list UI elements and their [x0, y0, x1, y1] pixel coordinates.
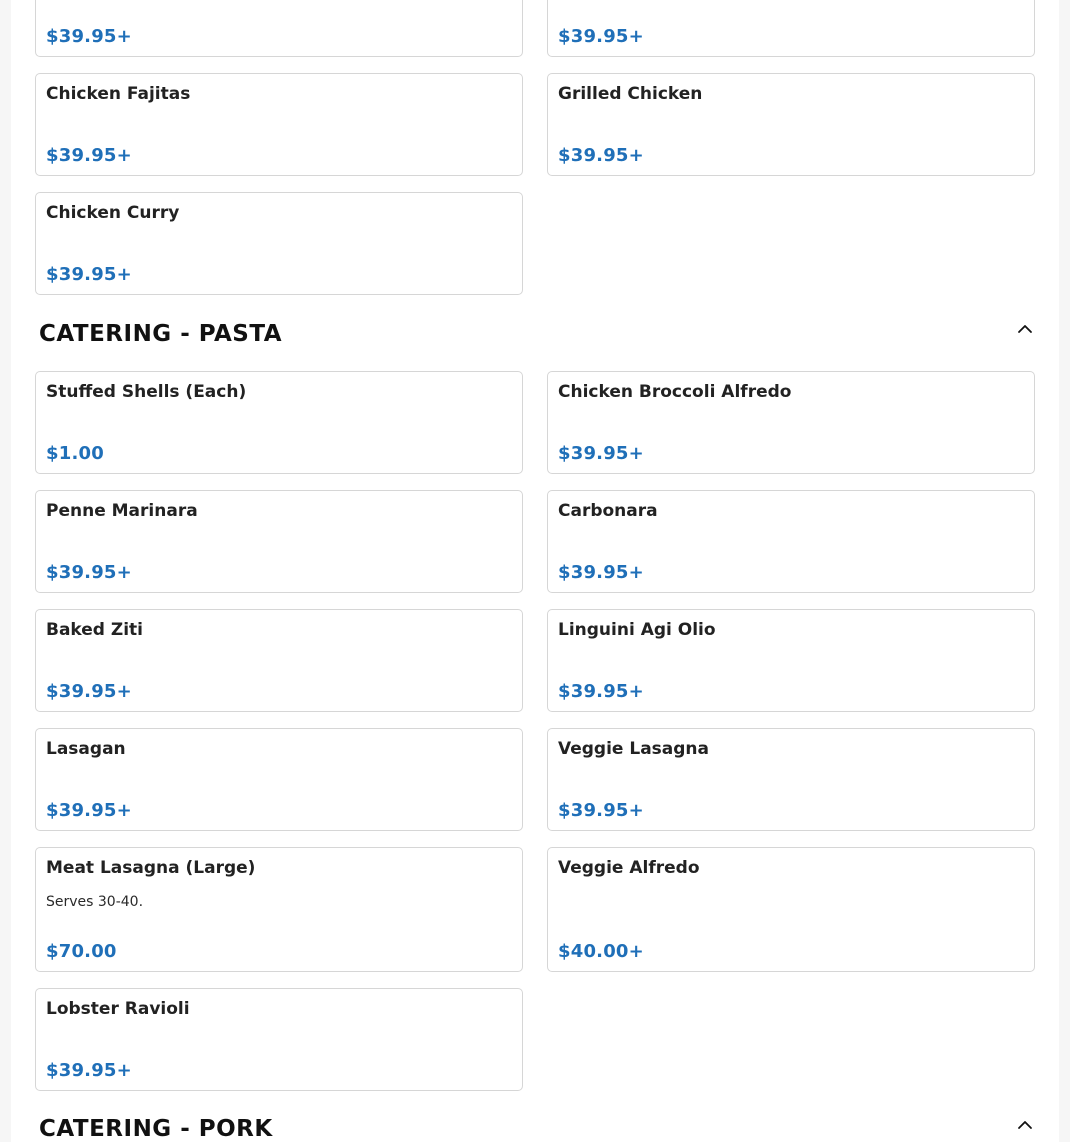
menu-item-card[interactable]: [547, 609, 1035, 712]
menu-item-name: Chicken Curry: [46, 203, 180, 223]
menu-item-price: $39.95+: [558, 145, 644, 166]
menu-item-card[interactable]: [547, 371, 1035, 474]
menu-item-description: Serves 30-40.: [46, 894, 144, 910]
menu-item-name: Chicken Fajitas: [46, 84, 191, 104]
menu-item-name: Veggie Lasagna: [558, 739, 710, 759]
menu-item-price: $39.95+: [558, 562, 644, 583]
menu-item-name: Lasagan: [46, 739, 126, 759]
menu-item-name: Baked Ziti: [46, 620, 144, 640]
menu-item-price: $39.95+: [558, 681, 644, 702]
menu-item-price: $39.95+: [46, 800, 132, 821]
menu-item-price: $39.95+: [558, 26, 644, 47]
menu-page: [11, 0, 1059, 1142]
menu-item-name: Veggie Alfredo: [558, 858, 700, 878]
menu-item-name: Stuffed Shells (Each): [46, 382, 247, 402]
section-title-pork: CATERING - PORK: [39, 1116, 273, 1142]
menu-item-name: Lobster Ravioli: [46, 999, 190, 1019]
menu-item-price: $39.95+: [46, 681, 132, 702]
menu-item-card[interactable]: [35, 988, 523, 1091]
menu-item-price: $39.95+: [558, 443, 644, 464]
menu-item-name: Carbonara: [558, 501, 658, 521]
menu-item-price: $39.95+: [46, 145, 132, 166]
menu-item-name: Chicken Broccoli Alfredo: [558, 382, 792, 402]
menu-item-name: Linguini Agi Olio: [558, 620, 716, 640]
menu-item-card[interactable]: [547, 490, 1035, 593]
menu-item-card[interactable]: [35, 847, 523, 972]
menu-item-card[interactable]: [35, 0, 523, 57]
menu-item-card[interactable]: [547, 847, 1035, 972]
menu-item-price: $70.00: [46, 941, 117, 962]
menu-item-price: $39.95+: [46, 26, 132, 47]
menu-item-price: $39.95+: [46, 264, 132, 285]
menu-item-card[interactable]: [35, 609, 523, 712]
menu-item-card[interactable]: [547, 0, 1035, 57]
chevron-up-icon[interactable]: [1015, 319, 1035, 339]
menu-item-name: Meat Lasagna (Large): [46, 858, 256, 878]
menu-item-price: $39.95+: [558, 800, 644, 821]
menu-item-name: Grilled Chicken: [558, 84, 703, 104]
menu-item-card[interactable]: [35, 728, 523, 831]
menu-item-card[interactable]: [35, 192, 523, 295]
menu-item-price: $39.95+: [46, 562, 132, 583]
menu-item-card[interactable]: [35, 371, 523, 474]
menu-item-name: Penne Marinara: [46, 501, 198, 521]
menu-item-price: $39.95+: [46, 1060, 132, 1081]
menu-item-card[interactable]: [35, 73, 523, 176]
menu-item-card[interactable]: [547, 73, 1035, 176]
menu-item-card[interactable]: [35, 490, 523, 593]
chevron-up-icon[interactable]: [1015, 1115, 1035, 1135]
menu-item-price: $1.00: [46, 443, 104, 464]
section-title-pasta: CATERING - PASTA: [39, 321, 283, 347]
menu-item-price: $40.00+: [558, 941, 644, 962]
menu-item-card[interactable]: [547, 728, 1035, 831]
